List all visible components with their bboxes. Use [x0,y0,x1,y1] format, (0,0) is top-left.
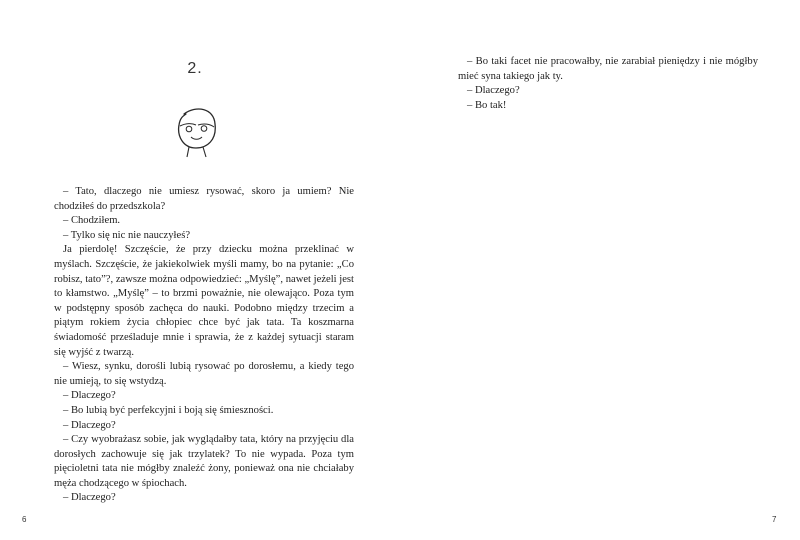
paragraph: – Czy wyobrażasz sobie, jak wyglądałby tata, który na przyjęciu dla dorosłych zachowuje się jak trzylatek? To nie wypada. Poza tym pięcioletni tata nie mógłby znaleźć żony, ponieważ ona nie chciałaby męża chodzącego w śpiochach. [54,434,354,489]
paragraph: Ja pierdolę! Szczęście, że przy dziecku można przeklinać w myślach. Szczęście, że jakiekolwiek myśli mamy, bo na pytanie: „Co robisz, tato”?, zawsze można odpowiedzieć: „Myślę”, nawet jeżeli jest to kłamstwo. „Myślę” – to brzmi poważnie, nie olewająco. Poza tym w podstępny sposób zachęca do nauki. Podobno między trzecim a piątym rokiem życia chłopiec chce być jak tata. Ta koszmarna świadomość prześladuje mnie i sprawia, że z każdej sytuacji staram się wyjść z twarzą. [54,244,354,358]
left-page-text [54,185,354,506]
paragraph: – Dlaczego? [63,419,116,431]
chapter-number: 2. [187,60,203,77]
paragraph: – Bo taki facet nie pracowałby, nie zarabiał pieniędzy i nie mógłby mieć syna takiego jak ty. [458,56,758,82]
paragraph: – Tato, dlaczego nie umiesz rysować, skoro ja umiem? Nie chodziłeś do przedszkola? [54,186,354,212]
paragraph: – Wiesz, synku, dorośli lubią rysować po dorosłemu, a kiedy tego nie umieją, to się wstydzą. [54,361,354,387]
paragraph: – Dlaczego? [63,390,116,402]
paragraph: – Bo lubią być perfekcyjni i boją się śmieszności. [63,404,274,416]
paragraph: – Tylko się nic nie nauczyłeś? [63,229,191,241]
paragraph: – Chodziłem. [63,215,121,227]
paragraph: – Bo tak! [467,99,507,111]
right-page-text [458,55,758,113]
paragraph: – Dlaczego? [63,492,116,504]
paragraph: – Dlaczego? [467,85,520,97]
page-number: 6 [22,515,27,524]
doodle-face-icon [174,106,222,162]
page-number: 7 [772,515,777,524]
right-page [400,0,800,540]
